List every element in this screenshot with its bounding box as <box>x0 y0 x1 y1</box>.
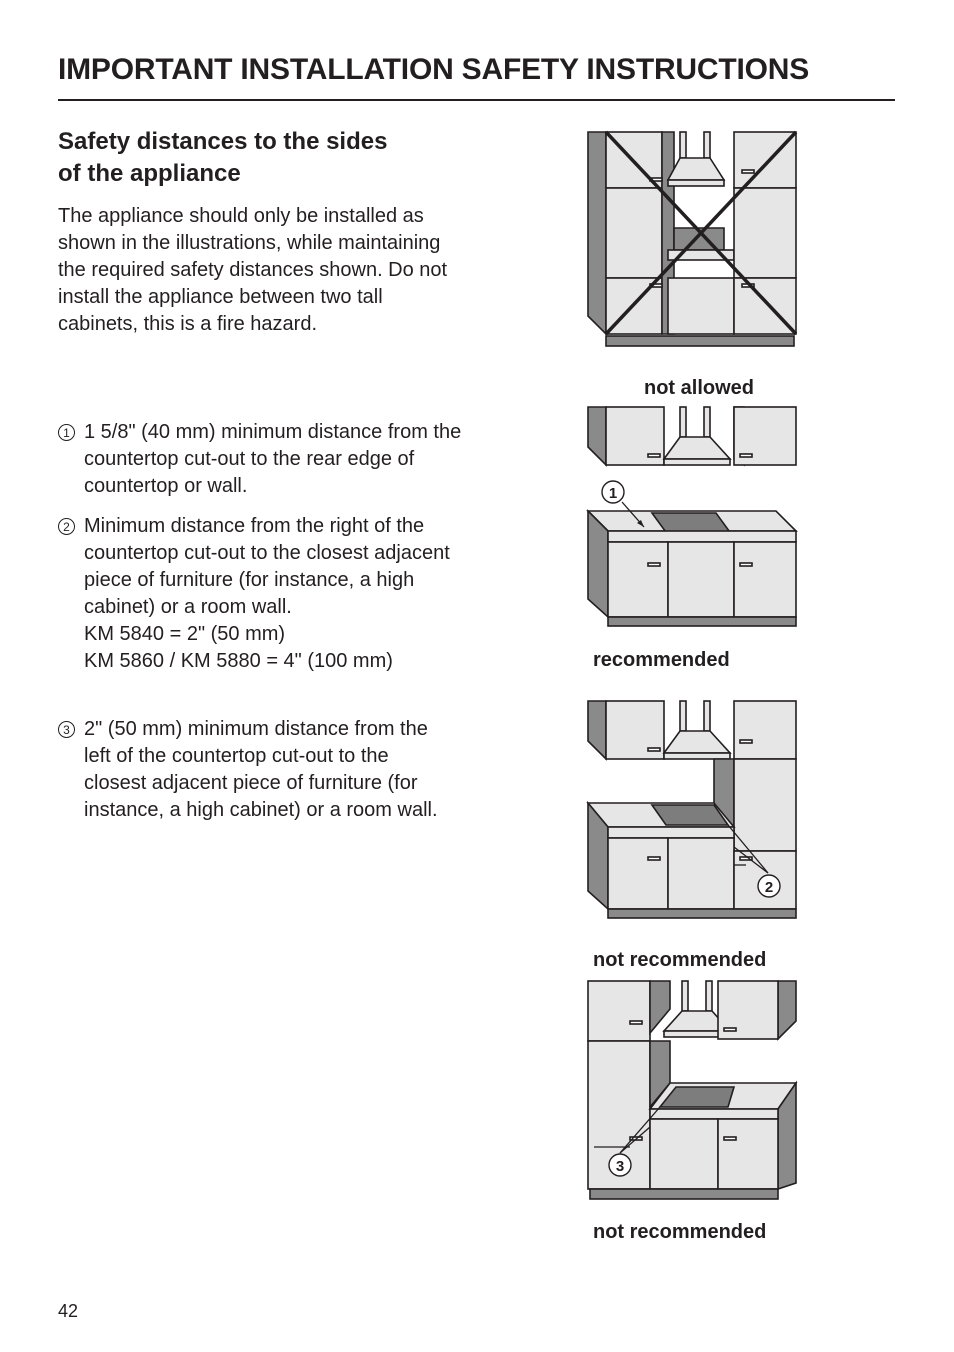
model-distance-line: KM 5860 / KM 5880 = 4" (100 mm) <box>84 650 393 672</box>
list-item <box>58 716 448 824</box>
marker-3: 3 <box>615 1158 625 1175</box>
item-number-badge: 2 <box>58 518 75 535</box>
page-title: IMPORTANT INSTALLATION SAFETY INSTRUCTIONS <box>58 53 810 86</box>
section-heading-line-2: of the appliance <box>58 160 241 187</box>
illustration-not-allowed <box>584 128 804 353</box>
item-text: 2" (50 mm) minimum distance from the left of the countertop cut-out to the closest adjacent piece of furniture (for instance, a high cabinet) or a room wall. <box>84 718 438 821</box>
illustration-not-recommended-right <box>584 697 804 925</box>
caption-not-allowed: not allowed <box>644 377 754 399</box>
illustration-recommended <box>584 403 804 633</box>
list-item <box>58 419 468 500</box>
section-heading <box>58 126 478 190</box>
title-rule <box>58 99 895 101</box>
intro-paragraph: The appliance should only be installed as shown in the illustrations, while maintaining the required safety distances shown. Do not install the appliance between two tall cabinets, this is a fire hazard. <box>58 205 448 335</box>
caption-not-recommended-1: not recommended <box>593 949 767 971</box>
item-number-badge: 3 <box>58 721 75 738</box>
marker-1: 1 <box>608 485 618 502</box>
item-text: 1 5/8" (40 mm) minimum distance from the countertop cut-out to the rear edge of countertop or wall. <box>84 421 462 497</box>
model-distance-line: KM 5840 = 2" (50 mm) <box>84 623 286 645</box>
caption-recommended: recommended <box>593 649 730 671</box>
item-text: Minimum distance from the right of the countertop cut-out to the closest adjacent piece of furniture (for instance, a high cabinet) or a room wall. <box>84 515 450 618</box>
illustration-not-recommended-left <box>584 977 804 1205</box>
list-item <box>58 513 458 675</box>
marker-2: 2 <box>764 879 774 896</box>
section-heading-line-1: Safety distances to the sides <box>58 128 388 155</box>
page-number: 42 <box>58 1301 79 1321</box>
item-number-badge: 1 <box>58 424 75 441</box>
caption-not-recommended-2: not recommended <box>593 1221 767 1243</box>
